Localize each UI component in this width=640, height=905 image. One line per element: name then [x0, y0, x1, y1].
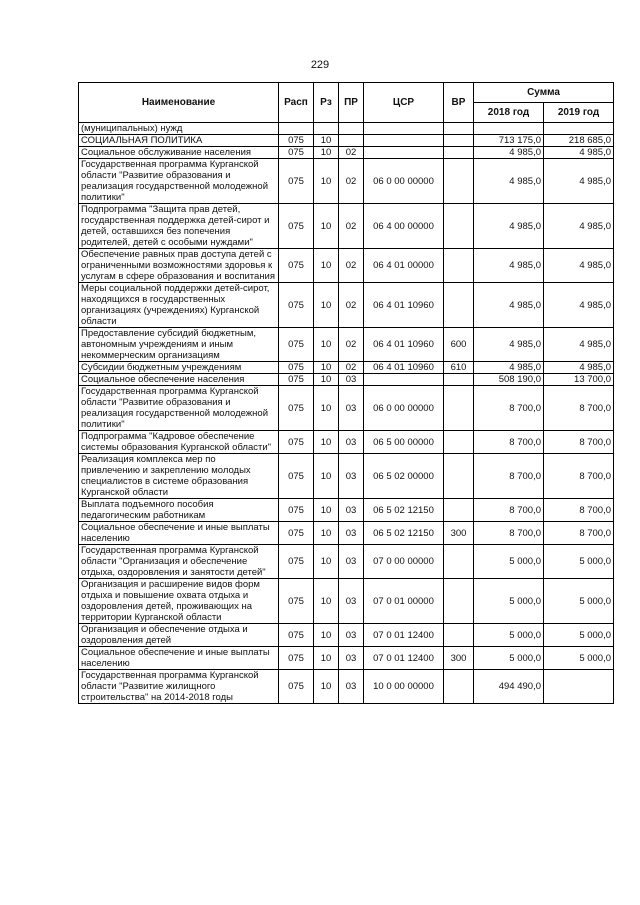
- cell-sum-2019: 5 000,0: [544, 647, 614, 670]
- cell-pr: 02: [339, 204, 364, 249]
- cell-sum-2018: 4 985,0: [474, 328, 544, 362]
- table-row: [79, 362, 614, 374]
- cell-csr: 06 4 01 10960: [364, 283, 444, 328]
- cell-csr: 06 5 02 00000: [364, 454, 444, 499]
- table-row: [79, 249, 614, 283]
- cell-rasp: 075: [279, 522, 314, 545]
- cell-rz: 10: [314, 283, 339, 328]
- table-row: [79, 135, 614, 147]
- cell-sum-2019: [544, 670, 614, 704]
- cell-name: Социальное обеспечение населения: [79, 374, 279, 386]
- cell-sum-2019: 4 985,0: [544, 147, 614, 159]
- cell-sum-2019: 8 700,0: [544, 499, 614, 522]
- header-rz: Рз: [314, 83, 339, 123]
- cell-vr: [444, 123, 474, 135]
- cell-vr: 600: [444, 328, 474, 362]
- cell-pr: 03: [339, 499, 364, 522]
- cell-vr: [444, 670, 474, 704]
- cell-sum-2018: 8 700,0: [474, 522, 544, 545]
- cell-name: Обеспечение равных прав доступа детей с ограниченными возможностями здоровья к услугам в сфере образования и воспитания: [79, 249, 279, 283]
- cell-csr: 06 5 02 12150: [364, 499, 444, 522]
- cell-rasp: 075: [279, 159, 314, 204]
- cell-name: Выплата подъемного пособия педагогическим работникам: [79, 499, 279, 522]
- budget-table: [78, 82, 614, 704]
- cell-sum-2018: 4 985,0: [474, 147, 544, 159]
- cell-rasp: 075: [279, 670, 314, 704]
- cell-name: СОЦИАЛЬНАЯ ПОЛИТИКА: [79, 135, 279, 147]
- cell-pr: 02: [339, 159, 364, 204]
- cell-sum-2018: 713 175,0: [474, 135, 544, 147]
- table-row: [79, 522, 614, 545]
- cell-name: Государственная программа Курганской области "Развитие образования и реализация государственной молодежной политики": [79, 159, 279, 204]
- cell-sum-2018: 5 000,0: [474, 579, 544, 624]
- header-year-2019: 2019 год: [544, 103, 614, 123]
- cell-sum-2018: 494 490,0: [474, 670, 544, 704]
- cell-csr: 07 0 01 12400: [364, 647, 444, 670]
- cell-sum-2019: 5 000,0: [544, 624, 614, 647]
- cell-vr: [444, 249, 474, 283]
- cell-csr: [364, 374, 444, 386]
- cell-vr: [444, 454, 474, 499]
- cell-sum-2018: 8 700,0: [474, 499, 544, 522]
- cell-csr: 06 4 01 10960: [364, 362, 444, 374]
- table-body: [79, 123, 614, 704]
- cell-sum-2018: 8 700,0: [474, 386, 544, 431]
- cell-sum-2018: 5 000,0: [474, 545, 544, 579]
- cell-vr: 300: [444, 522, 474, 545]
- cell-csr: 06 5 02 12150: [364, 522, 444, 545]
- cell-vr: [444, 147, 474, 159]
- cell-sum-2018: 4 985,0: [474, 283, 544, 328]
- cell-name: Подпрограмма "Кадровое обеспечение системы образования Курганской области": [79, 431, 279, 454]
- cell-rz: 10: [314, 362, 339, 374]
- table-row: [79, 647, 614, 670]
- page-number: 229: [310, 59, 330, 71]
- cell-sum-2019: 8 700,0: [544, 431, 614, 454]
- cell-pr: 03: [339, 624, 364, 647]
- table-row: [79, 545, 614, 579]
- cell-sum-2019: 8 700,0: [544, 454, 614, 499]
- cell-pr: [339, 135, 364, 147]
- cell-pr: 02: [339, 147, 364, 159]
- cell-csr: [364, 135, 444, 147]
- cell-sum-2019: 5 000,0: [544, 545, 614, 579]
- cell-rasp: 075: [279, 386, 314, 431]
- table-row: [79, 204, 614, 249]
- cell-name: Субсидии бюджетным учреждениям: [79, 362, 279, 374]
- cell-rasp: 075: [279, 499, 314, 522]
- cell-pr: 02: [339, 249, 364, 283]
- table-row: [79, 579, 614, 624]
- header-year-2018: 2018 год: [474, 103, 544, 123]
- cell-sum-2018: [474, 123, 544, 135]
- cell-rz: 10: [314, 499, 339, 522]
- cell-rz: 10: [314, 374, 339, 386]
- cell-rasp: 075: [279, 249, 314, 283]
- cell-sum-2018: 508 190,0: [474, 374, 544, 386]
- cell-pr: 02: [339, 328, 364, 362]
- table-row: [79, 624, 614, 647]
- cell-rasp: 075: [279, 454, 314, 499]
- cell-csr: 06 0 00 00000: [364, 386, 444, 431]
- table-row: [79, 159, 614, 204]
- cell-csr: 06 4 00 00000: [364, 204, 444, 249]
- cell-vr: [444, 431, 474, 454]
- cell-vr: [444, 204, 474, 249]
- cell-rasp: 075: [279, 647, 314, 670]
- cell-pr: 02: [339, 362, 364, 374]
- cell-name: Реализация комплекса мер по привлечению и закреплению молодых специалистов в системе образования Курганской области: [79, 454, 279, 499]
- cell-vr: [444, 499, 474, 522]
- cell-csr: [364, 123, 444, 135]
- cell-rz: 10: [314, 204, 339, 249]
- cell-csr: 07 0 01 12400: [364, 624, 444, 647]
- header-name: Наименование: [79, 83, 279, 123]
- cell-pr: 03: [339, 670, 364, 704]
- cell-csr: 06 0 00 00000: [364, 159, 444, 204]
- cell-pr: [339, 123, 364, 135]
- cell-rasp: 075: [279, 135, 314, 147]
- cell-pr: 03: [339, 647, 364, 670]
- cell-pr: 03: [339, 522, 364, 545]
- cell-rasp: 075: [279, 204, 314, 249]
- cell-rz: 10: [314, 431, 339, 454]
- cell-vr: [444, 135, 474, 147]
- cell-sum-2019: 5 000,0: [544, 579, 614, 624]
- cell-sum-2019: [544, 123, 614, 135]
- table-row: [79, 283, 614, 328]
- cell-sum-2019: 218 685,0: [544, 135, 614, 147]
- cell-rz: 10: [314, 135, 339, 147]
- cell-csr: 07 0 00 00000: [364, 545, 444, 579]
- cell-pr: 03: [339, 374, 364, 386]
- cell-vr: [444, 159, 474, 204]
- cell-sum-2019: 4 985,0: [544, 283, 614, 328]
- cell-csr: 07 0 01 00000: [364, 579, 444, 624]
- cell-vr: [444, 283, 474, 328]
- cell-name: Социальное обеспечение и иные выплаты населению: [79, 647, 279, 670]
- cell-rz: 10: [314, 579, 339, 624]
- cell-vr: [444, 386, 474, 431]
- cell-rz: 10: [314, 328, 339, 362]
- cell-rasp: 075: [279, 362, 314, 374]
- header-vr: ВР: [444, 83, 474, 123]
- cell-sum-2018: 4 985,0: [474, 249, 544, 283]
- cell-sum-2019: 4 985,0: [544, 249, 614, 283]
- table-row: [79, 374, 614, 386]
- cell-csr: 06 5 00 00000: [364, 431, 444, 454]
- cell-sum-2019: 4 985,0: [544, 204, 614, 249]
- cell-rasp: 075: [279, 431, 314, 454]
- cell-sum-2019: 4 985,0: [544, 159, 614, 204]
- cell-rasp: 075: [279, 579, 314, 624]
- cell-rasp: 075: [279, 283, 314, 328]
- cell-name: Меры социальной поддержки детей-сирот, находящихся в государственных организациях (учреждениях) Курганской области: [79, 283, 279, 328]
- cell-rz: [314, 123, 339, 135]
- cell-sum-2019: 4 985,0: [544, 328, 614, 362]
- table-row: [79, 431, 614, 454]
- cell-rz: 10: [314, 147, 339, 159]
- cell-sum-2018: 4 985,0: [474, 159, 544, 204]
- table-row: [79, 670, 614, 704]
- cell-name: Организация и обеспечение отдыха и оздоровления детей: [79, 624, 279, 647]
- table-row: [79, 328, 614, 362]
- table-row: [79, 147, 614, 159]
- cell-rz: 10: [314, 545, 339, 579]
- cell-vr: 610: [444, 362, 474, 374]
- cell-sum-2019: 8 700,0: [544, 386, 614, 431]
- cell-sum-2018: 5 000,0: [474, 647, 544, 670]
- cell-rz: 10: [314, 454, 339, 499]
- cell-rz: 10: [314, 670, 339, 704]
- cell-name: (муниципальных) нужд: [79, 123, 279, 135]
- cell-pr: 02: [339, 283, 364, 328]
- cell-rasp: 075: [279, 624, 314, 647]
- cell-rasp: 075: [279, 374, 314, 386]
- cell-name: Государственная программа Курганской области "Развитие образования и реализация государственной молодежной политики": [79, 386, 279, 431]
- cell-pr: 03: [339, 579, 364, 624]
- cell-csr: [364, 147, 444, 159]
- cell-name: Предоставление субсидий бюджетным, автономным учреждениям и иным некоммерческим организациям: [79, 328, 279, 362]
- cell-rasp: 075: [279, 328, 314, 362]
- table-row: [79, 386, 614, 431]
- cell-rasp: [279, 123, 314, 135]
- cell-csr: 06 4 01 00000: [364, 249, 444, 283]
- cell-rz: 10: [314, 386, 339, 431]
- cell-rasp: 075: [279, 545, 314, 579]
- cell-sum-2019: 13 700,0: [544, 374, 614, 386]
- table-row: [79, 499, 614, 522]
- cell-vr: [444, 579, 474, 624]
- cell-sum-2019: 4 985,0: [544, 362, 614, 374]
- cell-rz: 10: [314, 522, 339, 545]
- header-summa: Сумма: [474, 83, 614, 103]
- cell-name: Социальное обслуживание населения: [79, 147, 279, 159]
- cell-sum-2018: 5 000,0: [474, 624, 544, 647]
- cell-pr: 03: [339, 431, 364, 454]
- cell-rasp: 075: [279, 147, 314, 159]
- cell-sum-2018: 8 700,0: [474, 431, 544, 454]
- cell-rz: 10: [314, 249, 339, 283]
- cell-sum-2018: 8 700,0: [474, 454, 544, 499]
- cell-csr: 06 4 01 10960: [364, 328, 444, 362]
- cell-pr: 03: [339, 454, 364, 499]
- cell-vr: [444, 374, 474, 386]
- cell-vr: 300: [444, 647, 474, 670]
- cell-name: Социальное обеспечение и иные выплаты населению: [79, 522, 279, 545]
- cell-vr: [444, 545, 474, 579]
- cell-name: Организация и расширение видов форм отдыха и повышение охвата отдыха и оздоровления детей, проживающих на территории Курганской области: [79, 579, 279, 624]
- cell-rz: 10: [314, 159, 339, 204]
- table-row: [79, 123, 614, 135]
- cell-vr: [444, 624, 474, 647]
- cell-sum-2019: 8 700,0: [544, 522, 614, 545]
- cell-pr: 03: [339, 386, 364, 431]
- cell-rz: 10: [314, 647, 339, 670]
- cell-csr: 10 0 00 00000: [364, 670, 444, 704]
- cell-sum-2018: 4 985,0: [474, 204, 544, 249]
- cell-name: Государственная программа Курганской области "Развитие жилищного строительства" на 2014-2018 годы: [79, 670, 279, 704]
- header-rasp: Расп: [279, 83, 314, 123]
- cell-name: Государственная программа Курганской области "Организация и обеспечение отдыха, оздоровления и занятости детей": [79, 545, 279, 579]
- cell-pr: 03: [339, 545, 364, 579]
- cell-sum-2018: 4 985,0: [474, 362, 544, 374]
- header-row: [79, 83, 614, 103]
- cell-name: Подпрограмма "Защита прав детей, государственная поддержка детей-сирот и детей, оставшихся без попечения родителей, детей с особыми нуждами": [79, 204, 279, 249]
- header-pr: ПР: [339, 83, 364, 123]
- table-row: [79, 454, 614, 499]
- cell-rz: 10: [314, 624, 339, 647]
- header-csr: ЦСР: [364, 83, 444, 123]
